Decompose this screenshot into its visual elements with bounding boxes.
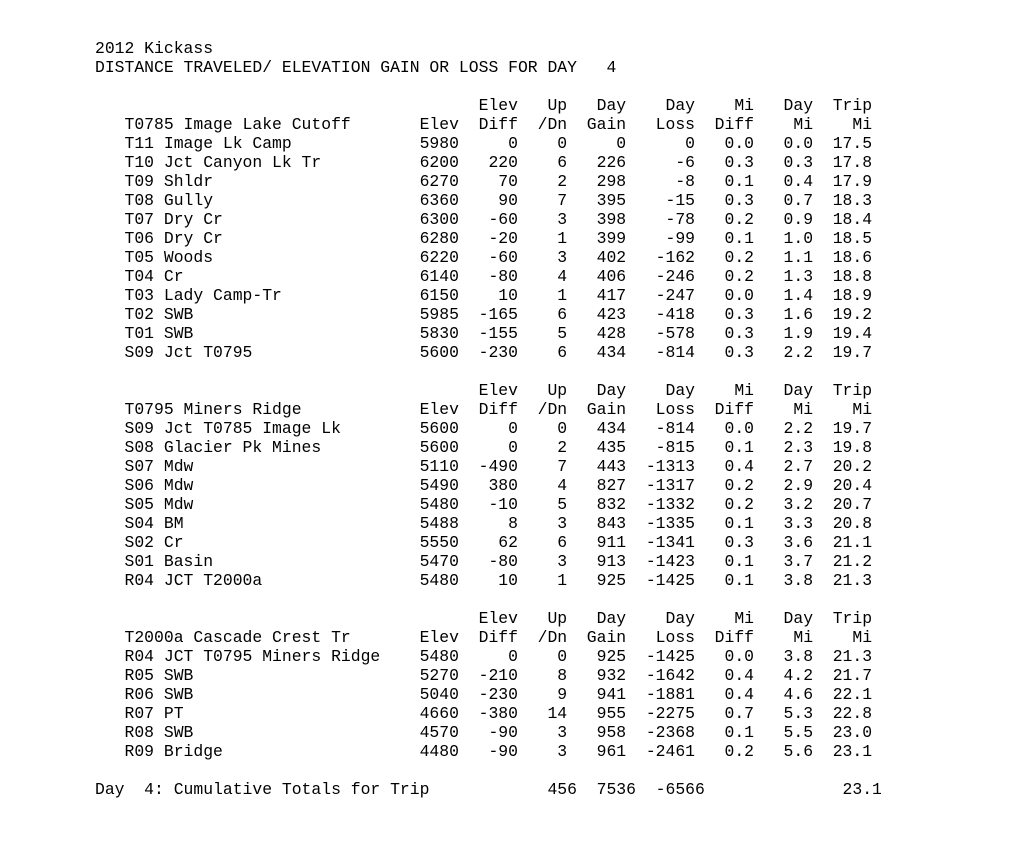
table-row: R09 Bridge 4480 -90 3 961 -2461 0.2 5.6 23.1 [95, 742, 873, 761]
table-row: S04 BM 5488 8 3 843 -1335 0.1 3.3 20.8 [95, 514, 873, 533]
blank-line [95, 362, 882, 381]
table-row: T08 Gully 6360 90 7 395 -15 0.3 0.7 18.3 [95, 191, 873, 210]
section-header: T2000a Cascade Crest Tr Elev Diff /Dn Gain Loss Diff Mi Mi [95, 628, 873, 647]
elevation-report [95, 39, 882, 799]
table-row: R08 SWB 4570 -90 3 958 -2368 0.1 5.5 23.0 [95, 723, 873, 742]
table-row: S07 Mdw 5110 -490 7 443 -1313 0.4 2.7 20.2 [95, 457, 873, 476]
report-title: 2012 Kickass [95, 39, 214, 58]
table-row: T03 Lady Camp-Tr 6150 10 1 417 -247 0.0 1.4 18.9 [95, 286, 873, 305]
table-row: T02 SWB 5985 -165 6 423 -418 0.3 1.6 19.2 [95, 305, 873, 324]
table-row: S09 Jct T0795 5600 -230 6 434 -814 0.3 2.2 19.7 [95, 343, 873, 362]
table-row: T09 Shldr 6270 70 2 298 -8 0.1 0.4 17.9 [95, 172, 873, 191]
table-row: S02 Cr 5550 62 6 911 -1341 0.3 3.6 21.1 [95, 533, 873, 552]
table-row: S06 Mdw 5490 380 4 827 -1317 0.2 2.9 20.4 [95, 476, 873, 495]
table-row: R04 JCT T0795 Miners Ridge 5480 0 0 925 -1425 0.0 3.8 21.3 [95, 647, 873, 666]
column-header-top: Elev Up Day Day Mi Day Trip [95, 381, 873, 400]
table-row: S08 Glacier Pk Mines 5600 0 2 435 -815 0.1 2.3 19.8 [95, 438, 873, 457]
table-row: T10 Jct Canyon Lk Tr 6200 220 6 226 -6 0.3 0.3 17.8 [95, 153, 873, 172]
table-row: R05 SWB 5270 -210 8 932 -1642 0.4 4.2 21.7 [95, 666, 873, 685]
table-row: R04 JCT T2000a 5480 10 1 925 -1425 0.1 3.8 21.3 [95, 571, 873, 590]
blank-line [95, 77, 882, 96]
section-header: T0785 Image Lake Cutoff Elev Diff /Dn Gain Loss Diff Mi Mi [95, 115, 873, 134]
report-subtitle: DISTANCE TRAVELED/ ELEVATION GAIN OR LOSS FOR DAY 4 [95, 58, 617, 77]
table-row: R07 PT 4660 -380 14 955 -2275 0.7 5.3 22.8 [95, 704, 873, 723]
blank-line [95, 590, 882, 609]
section-header: T0795 Miners Ridge Elev Diff /Dn Gain Loss Diff Mi Mi [95, 400, 873, 419]
table-row: S09 Jct T0785 Image Lk 5600 0 0 434 -814 0.0 2.2 19.7 [95, 419, 873, 438]
blank-line [95, 761, 882, 780]
table-row: R06 SWB 5040 -230 9 941 -1881 0.4 4.6 22.1 [95, 685, 873, 704]
table-row: T04 Cr 6140 -80 4 406 -246 0.2 1.3 18.8 [95, 267, 873, 286]
table-row: T05 Woods 6220 -60 3 402 -162 0.2 1.1 18.6 [95, 248, 873, 267]
cumulative-totals: Day 4: Cumulative Totals for Trip 456 7536 -6566 23.1 [95, 780, 882, 799]
table-row: S01 Basin 5470 -80 3 913 -1423 0.1 3.7 21.2 [95, 552, 873, 571]
table-row: T07 Dry Cr 6300 -60 3 398 -78 0.2 0.9 18.4 [95, 210, 873, 229]
table-row: T11 Image Lk Camp 5980 0 0 0 0 0.0 0.0 17.5 [95, 134, 873, 153]
column-header-top: Elev Up Day Day Mi Day Trip [95, 96, 873, 115]
column-header-top: Elev Up Day Day Mi Day Trip [95, 609, 873, 628]
table-row: S05 Mdw 5480 -10 5 832 -1332 0.2 3.2 20.7 [95, 495, 873, 514]
table-row: T06 Dry Cr 6280 -20 1 399 -99 0.1 1.0 18.5 [95, 229, 873, 248]
table-row: T01 SWB 5830 -155 5 428 -578 0.3 1.9 19.4 [95, 324, 873, 343]
